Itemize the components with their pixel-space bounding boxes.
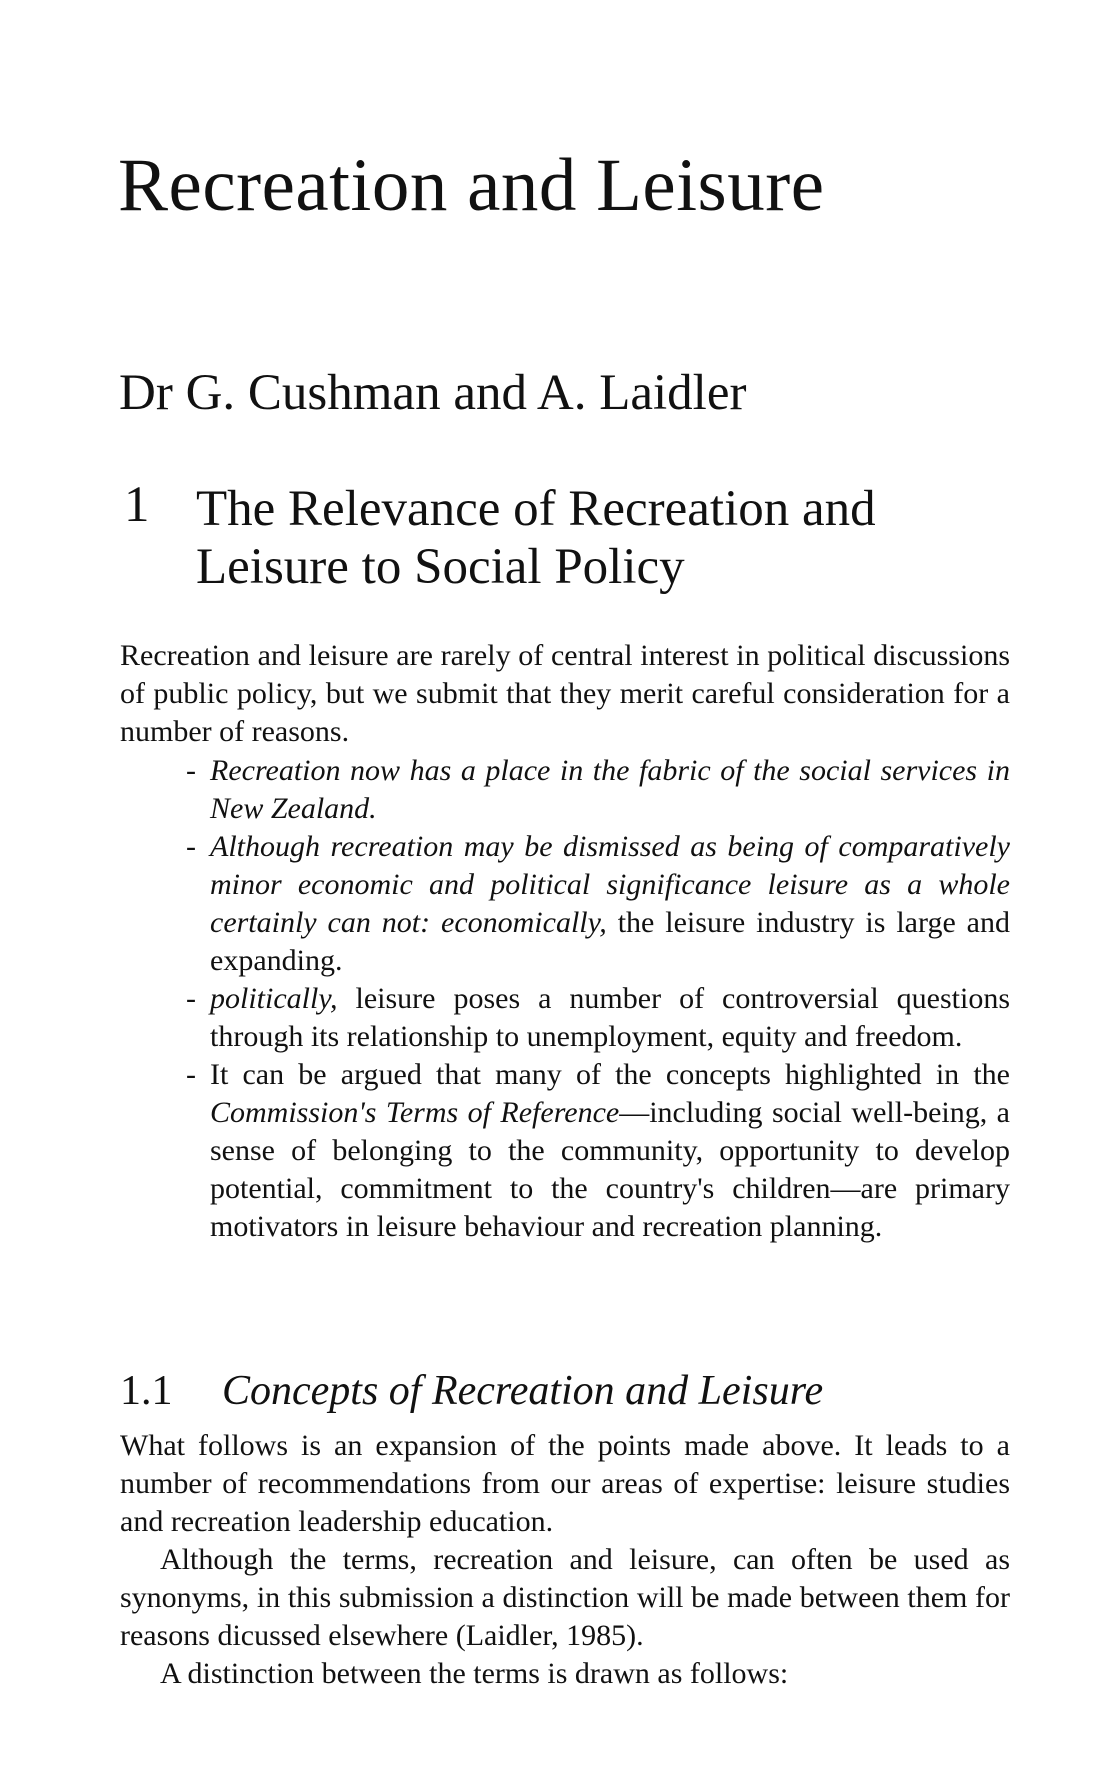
bullet-dash: - bbox=[186, 982, 196, 1015]
bullet-text: It can be argued that many of the concepts highlighted in the bbox=[210, 1058, 1010, 1091]
body-paragraph: A distinction between the terms is drawn as follows: bbox=[160, 1657, 789, 1690]
bullet-text: —including social well-being, a sense of belonging to the community, opportunity to develop potential, commitment to the country's children—are primary motivators in leisure behaviour and recreation planning. bbox=[210, 1096, 1010, 1243]
bullet-dash: - bbox=[186, 754, 196, 787]
bullet-text-italic: Although recreation may be dismissed as being of comparatively minor economic and political significance leisure as a whole certainly can not: economically, bbox=[210, 830, 1010, 939]
list-item bbox=[186, 980, 1010, 1056]
bullet-dash: - bbox=[186, 1058, 196, 1091]
authors-line: Dr G. Cushman and A. Laidler bbox=[119, 365, 747, 421]
reasons-list bbox=[186, 752, 1010, 1246]
page-title: Recreation and Leisure bbox=[118, 144, 825, 227]
section-number: 1 bbox=[124, 477, 150, 533]
bullet-text-italic: Recreation now has a place in the fabric of the social services in New Zealand. bbox=[210, 754, 1010, 825]
list-item bbox=[186, 828, 1010, 980]
body-paragraph: What follows is an expansion of the points made above. It leads to a number of recommendations from our areas of expertise: leisure studies and recreation leadership education. bbox=[120, 1429, 1010, 1538]
list-item bbox=[186, 752, 1010, 828]
bullet-dash: - bbox=[186, 830, 196, 863]
bullet-text-italic: Commission's Terms of Reference bbox=[210, 1096, 620, 1129]
subsection-title: Concepts of Recreation and Leisure bbox=[222, 1368, 824, 1414]
intro-paragraph: Recreation and leisure are rarely of central interest in political discussions of public policy, but we submit that they merit careful consideration for a number of reasons. bbox=[120, 639, 1010, 748]
section-title: The Relevance of Recreation and Leisure to Social Policy bbox=[196, 481, 876, 595]
list-item bbox=[186, 1056, 1010, 1246]
subsection-number: 1.1 bbox=[120, 1368, 173, 1414]
body-paragraph: Although the terms, recreation and leisure, can often be used as synonyms, in this submission a distinction will be made between them for reasons dicussed elsewhere (Laidler, 1985). bbox=[120, 1543, 1010, 1652]
bullet-text-italic: politically, bbox=[210, 982, 338, 1015]
bullet-text: leisure poses a number of controversial questions through its relationship to unemployment, equity and freedom. bbox=[210, 982, 1010, 1053]
bullet-text: the leisure industry is large and expanding. bbox=[210, 906, 1010, 977]
